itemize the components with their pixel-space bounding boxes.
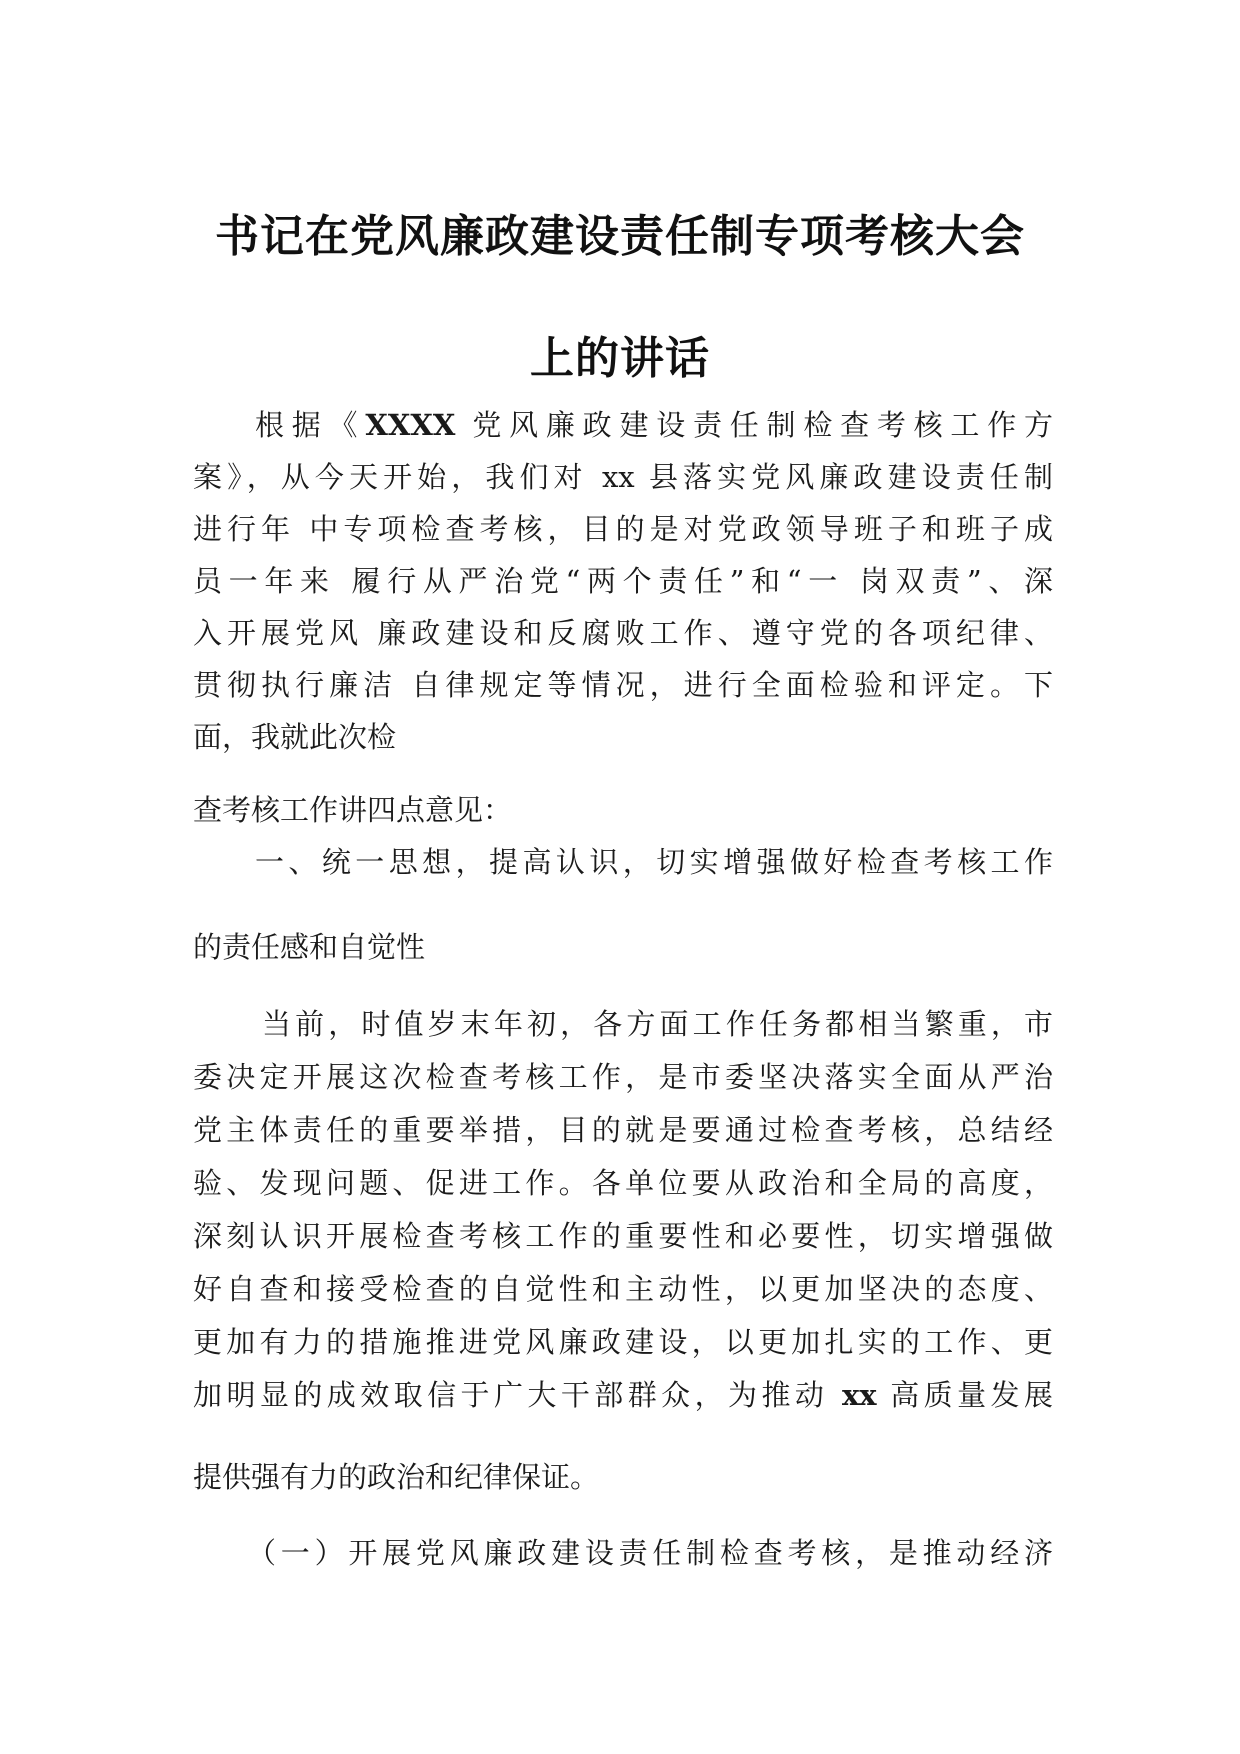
paragraph-1-line-5: 入开展党风 廉政建设和反腐败工作、遵守党的各项纪律、 xyxy=(193,616,1053,650)
document-title-line-2: 上的讲话 xyxy=(530,333,710,384)
paragraph-2-line-8-pre: 加明显的成效取信于广大干部群众，为推动 xyxy=(193,1378,842,1412)
paragraph-1-line-6: 贯彻执行廉洁 自律规定等情况，进行全面检验和评定。下 xyxy=(193,668,1053,702)
paragraph-2-line-7: 更加有力的措施推进党风廉政建设，以更加扎实的工作、更 xyxy=(193,1325,1053,1359)
paragraph-2-line-2: 委决定开展这次检查考核工作，是市委坚决落实全面从严治 xyxy=(193,1060,1053,1094)
paragraph-1-line-1-rest: 党风廉政建设责任制检查考核工作方 xyxy=(455,408,1053,442)
paragraph-1-line-7: 面，我就此次检 xyxy=(193,720,397,754)
paragraph-2-line-3: 党主体责任的重要举措，目的就是要通过检查考核，总结经 xyxy=(193,1113,1053,1147)
document-title-line-1: 书记在党风廉政建设责任制专项考核大会 xyxy=(215,211,1025,262)
paragraph-1-line-1 xyxy=(255,403,1053,444)
paragraph-1-line-4: 员一年来 履行从严治党“两个责任”和“一 岗双责”、深 xyxy=(193,564,1053,598)
section-heading-1-line-1: 一、统一思想，提高认识，切实增强做好检查考核工作 xyxy=(255,845,1053,879)
paragraph-2-line-8 xyxy=(193,1373,1053,1414)
paragraph-1-line-3: 进行年 中专项检查考核，目的是对党政领导班子和班子成 xyxy=(193,512,1053,546)
paragraph-2-line-1: 当前，时值岁末年初，各方面工作任务都相当繁重，市 xyxy=(262,1007,1053,1041)
paragraph-2-line-5: 深刻认识开展检查考核工作的重要性和必要性，切实增强做 xyxy=(193,1219,1053,1253)
paragraph-2-line-8-post: 高质量发展 xyxy=(876,1378,1053,1412)
paragraph-2-line-9: 提供强有力的政治和纪律保证。 xyxy=(193,1460,600,1494)
paragraph-2-line-8-bold: xx xyxy=(841,1378,877,1412)
paragraph-1-line-8: 查考核工作讲四点意见： xyxy=(193,793,513,827)
section-heading-1-line-2: 的责任感和自觉性 xyxy=(193,930,426,964)
paragraph-2-line-4: 验、发现问题、促进工作。各单位要从政治和全局的高度， xyxy=(193,1166,1053,1200)
subsection-heading-1-line-1: （一）开展党风廉政建设责任制检查考核，是推动经济 xyxy=(247,1536,1053,1570)
paragraph-1-line-2: 案》，从今天开始，我们对 xx 县落实党风廉政建设责任制 xyxy=(193,460,1053,494)
paragraph-1-line-1-prefix: 根据《 xyxy=(255,408,366,442)
paragraph-1-line-1-bold: XXXX xyxy=(365,408,456,442)
paragraph-2-line-6: 好自查和接受检查的自觉性和主动性，以更加坚决的态度、 xyxy=(193,1272,1053,1306)
